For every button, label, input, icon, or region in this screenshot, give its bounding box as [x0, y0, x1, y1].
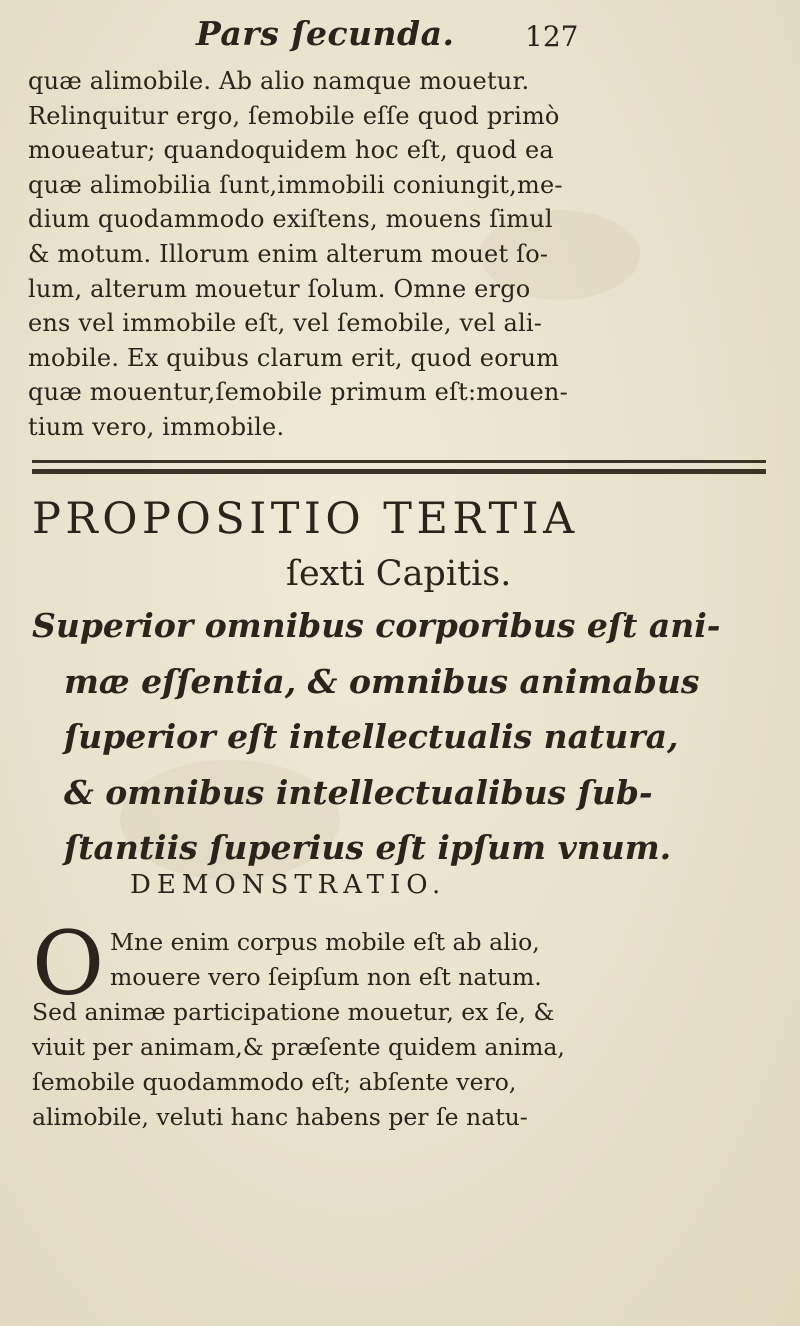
- drop-cap: O: [32, 912, 105, 1015]
- text-line: & motum. Illorum enim alterum mouet ſo-: [28, 239, 549, 268]
- thesis-line: Superior omnibus corporibus eſt ani-: [32, 606, 721, 645]
- demonstration-paragraph: [32, 912, 792, 1135]
- text-line: quæ alimobilia ſunt,immobili coniungit,me-: [28, 170, 563, 199]
- proposition-subheading: ſexti Capitis.: [286, 554, 512, 594]
- text-line: Mne enim corpus mobile eſt ab alio,: [110, 928, 540, 956]
- proposition-thesis: [32, 598, 792, 876]
- thesis-line: ſuperior eſt intellectualis natura,: [64, 717, 679, 756]
- ornamental-rule: [32, 460, 766, 474]
- page-header: [0, 6, 800, 62]
- text-line: Sed animæ participatione mouetur, ex ſe, &: [32, 998, 555, 1026]
- text-line: quæ mouentur,ſemobile primum eſt:mouen-: [28, 378, 568, 407]
- thesis-line: & omnibus intellectualibus ſub-: [64, 772, 653, 812]
- text-line: ſemobile quodammodo eſt; abſente vero,: [32, 1068, 517, 1096]
- text-line: quæ alimobile. Ab alio namque mouetur.: [28, 67, 530, 95]
- running-head: Pars ſecunda.: [196, 14, 455, 53]
- text-line: dium quodammodo exiſtens, mouens ſimul: [28, 205, 553, 234]
- proposition-heading: PROPOSITIO TERTIA: [32, 494, 579, 544]
- thesis-line: mæ eſſentia, & omnibus animabus: [64, 661, 700, 701]
- page-number: 127: [525, 20, 579, 53]
- text-line: tium vero, immobile.: [28, 412, 285, 441]
- text-line: Relinquitur ergo, ſemobile eſſe quod primò: [28, 101, 560, 130]
- text-line: moueatur; quandoquidem hoc eſt, quod ea: [28, 136, 554, 165]
- thesis-line: ſtantiis ſuperius eſt ipſum vnum.: [64, 828, 672, 867]
- text-line: ens vel immobile eſt, vel ſemobile, vel ali-: [28, 309, 543, 338]
- text-line: viuit per animam,& præſente quidem anima,: [32, 1033, 565, 1061]
- text-line: alimobile, veluti hanc habens per ſe natu-: [32, 1103, 528, 1131]
- text-line: mobile. Ex quibus clarum erit, quod eorum: [28, 343, 560, 372]
- body-paragraph: [28, 64, 788, 445]
- demonstration-heading: DEMONSTRATIO.: [130, 870, 447, 900]
- text-line: lum, alterum mouetur ſolum. Omne ergo: [28, 274, 531, 303]
- text-line: mouere vero ſeipſum non eſt natum.: [110, 963, 542, 991]
